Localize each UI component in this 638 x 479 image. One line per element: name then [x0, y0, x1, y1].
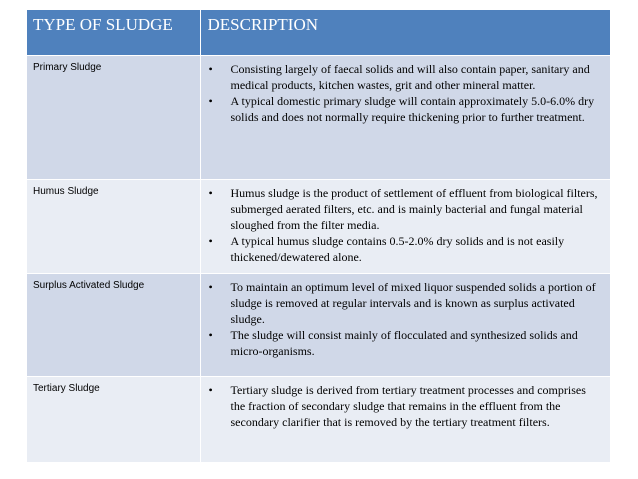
bullet-text: Tertiary sludge is derived from tertiary treatment processes and comprises the fraction of secondary sludge that remains in the effluent from the secondary clarifier that is removed by the tertiary treatment filters. — [230, 382, 586, 429]
bullet-glyph: • — [208, 233, 213, 248]
sludge-type: Humus Sludge — [27, 179, 200, 273]
bullet-glyph: • — [208, 185, 213, 200]
sludge-description — [200, 179, 611, 273]
bullet-glyph: • — [208, 327, 213, 342]
sludge-description — [200, 273, 611, 376]
bullet-glyph: • — [208, 279, 213, 294]
bullet-text: Humus sludge is the product of settlement of effluent from biological filters, submerged aerated filters, etc. and is mainly bacterial and fungal material sloughed from the filter media. — [230, 185, 598, 232]
bullet-list — [209, 185, 603, 265]
bullet-text: The sludge will consist mainly of flocculated and synthesized solids and micro-organisms. — [230, 327, 578, 358]
list-item — [209, 185, 603, 233]
bullet-glyph: • — [208, 382, 213, 397]
sludge-type: Primary Sludge — [27, 55, 200, 179]
sludge-table — [27, 10, 611, 463]
header-type-of-sludge: TYPE OF SLUDGE — [27, 10, 200, 55]
list-item — [209, 382, 603, 430]
sludge-type: Tertiary Sludge — [27, 376, 200, 462]
list-item — [209, 61, 603, 93]
table-row — [27, 273, 611, 376]
bullet-text: A typical humus sludge contains 0.5-2.0% dry solids and is not easily thickened/dewatered alone. — [230, 233, 565, 264]
bullet-list — [209, 382, 603, 430]
sludge-description — [200, 55, 611, 179]
bullet-glyph: • — [208, 93, 213, 108]
header-description: DESCRIPTION — [200, 10, 611, 55]
list-item — [209, 327, 603, 359]
list-item — [209, 93, 603, 125]
bullet-text: Consisting largely of faecal solids and will also contain paper, sanitary and medical products, kitchen wastes, grit and other mineral matter. — [230, 61, 590, 92]
table-row — [27, 376, 611, 462]
bullet-list — [209, 279, 603, 359]
table-row — [27, 179, 611, 273]
list-item — [209, 233, 603, 265]
table-header-row — [27, 10, 611, 55]
sludge-type: Surplus Activated Sludge — [27, 273, 200, 376]
sludge-description — [200, 376, 611, 462]
bullet-text: A typical domestic primary sludge will contain approximately 5.0-6.0% dry solids and does not normally require thickening prior to further treatment. — [230, 93, 595, 124]
bullet-text: To maintain an optimum level of mixed liquor suspended solids a portion of sludge is removed at regular intervals and is known as surplus activated sludge. — [230, 279, 596, 326]
bullet-list — [209, 61, 603, 125]
table-row — [27, 55, 611, 179]
list-item — [209, 279, 603, 327]
bullet-glyph: • — [208, 61, 213, 76]
